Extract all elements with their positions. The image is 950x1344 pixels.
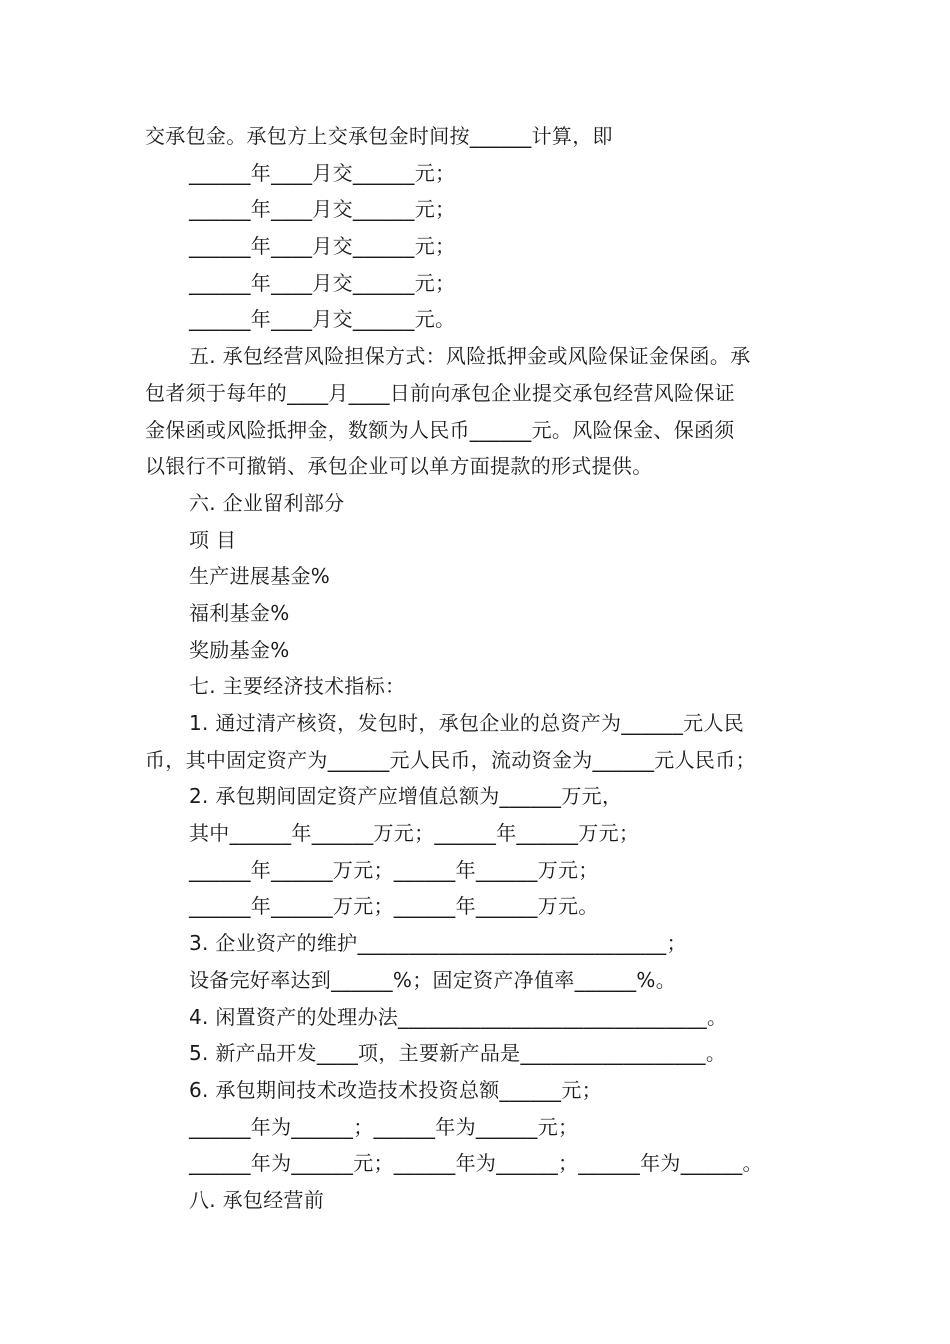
text-line: ______年____月交______元。 bbox=[189, 307, 456, 332]
text-line: 6. 承包期间技术改造技术投资总额______元； bbox=[189, 1077, 602, 1102]
text-line: 币，其中固定资产为______元人民币，流动资金为______元人民币； bbox=[145, 747, 756, 772]
text-line: ______年______万元；______年______万元。 bbox=[189, 894, 599, 919]
text-line: 设备完好率达到______%；固定资产净值率______%。 bbox=[189, 967, 677, 992]
text-line: 2. 承包期间固定资产应增值总额为______万元， bbox=[189, 784, 623, 809]
text-line: 包者须于每年的____月____日前向承包企业提交承包经营风险保证 bbox=[145, 380, 735, 405]
section-heading: 七. 主要经济技术指标： bbox=[189, 674, 406, 699]
text-line: ______年______万元；______年______万元； bbox=[189, 857, 599, 882]
text-line: ______年____月交______元； bbox=[189, 160, 456, 185]
text-line: ______年____月交______元； bbox=[189, 197, 456, 222]
text-line: 金保函或风险抵押金，数额为人民币______元。风险保金、保函须 bbox=[145, 417, 735, 442]
text-line: 5. 新产品开发____项，主要新产品是__________________。 bbox=[189, 1041, 727, 1066]
text-line: 其中______年______万元；______年______万元； bbox=[189, 821, 640, 846]
text-line: ______年为______；______年为______元； bbox=[189, 1114, 579, 1139]
text-line: 以银行不可撤销、承包企业可以单方面提款的形式提供。 bbox=[145, 454, 653, 479]
section-heading: 六. 企业留利部分 bbox=[189, 490, 345, 515]
text-line: ______年为______元；______年为______；______年为______。 bbox=[189, 1151, 763, 1176]
text-line: 3. 企业资产的维护______________________________； bbox=[189, 931, 687, 956]
text-line: 4. 闲置资产的处理办法______________________________。 bbox=[189, 1004, 728, 1029]
text-line: 福利基金% bbox=[189, 600, 290, 625]
section-heading: 五. 承包经营风险担保方式：风险抵押金或风险保证金保函。承 bbox=[189, 344, 751, 369]
document-body bbox=[145, 118, 815, 1219]
text-line: ______年____月交______元； bbox=[189, 270, 456, 295]
text-line: 奖励基金% bbox=[189, 637, 290, 662]
text-line: 交承包金。承包方上交承包金时间按______计算，即 bbox=[145, 124, 613, 148]
section-heading: 八. 承包经营前 bbox=[189, 1187, 325, 1212]
text-line: 生产进展基金% bbox=[189, 564, 331, 589]
text-line: 项 目 bbox=[189, 527, 237, 552]
text-line: ______年____月交______元； bbox=[189, 234, 456, 259]
text-line: 1. 通过清产核资，发包时，承包企业的总资产为______元人民 bbox=[189, 711, 745, 735]
